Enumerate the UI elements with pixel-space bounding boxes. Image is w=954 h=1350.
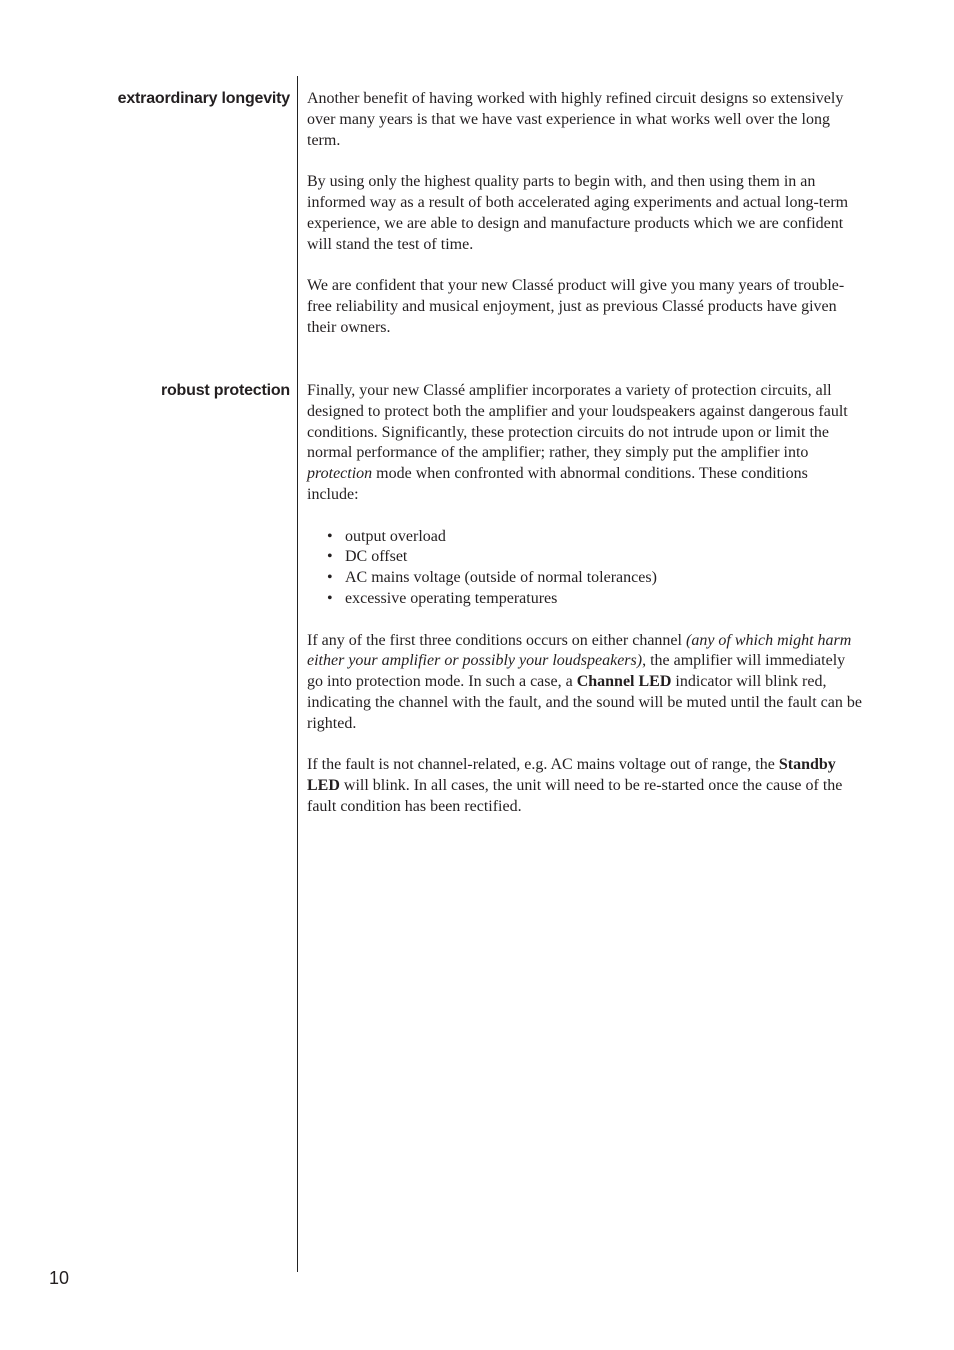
paragraph: By using only the highest quality parts to begin with, and then using them in an informed way as a result of both accelerated aging experiments and actual long-term experience, we are able to design and manufacture products which we are confident will stand the test of time.	[307, 173, 849, 253]
paragraph-standby-fault: If the fault is not channel-related, e.g. AC mains voltage out of range, the Standby LED will blink. In all cases, the unit will need to be re-started once the cause of the fault condition has been rectified.	[307, 756, 843, 815]
paragraph-channel-fault: If any of the first three conditions occurs on either channel (any of which might harm either your amplifier or possibly your loudspeakers), the amplifier will immediately go into protection mode. In such a case, a Channel LED indicator will blink red, indicating the channel with the fault, and the sound will be muted until the fault can be righted.	[307, 631, 862, 732]
vertical-divider	[297, 76, 298, 1272]
paragraph: Another benefit of having worked with highly refined circuit designs so extensively over many years is that we have vast experience in what works well over the long term.	[307, 90, 844, 149]
section-label-longevity: extraordinary longevity	[117, 90, 290, 107]
channel-led-term: Channel LED	[576, 673, 672, 691]
list-item: • excessive operating temperatures	[345, 589, 862, 610]
paragraph-intro: Finally, your new Classé amplifier incorporates a variety of protection circuits, all designed to protect both the amplifier and your loudspeakers against dangerous fault conditions. Significantly, these protection circuits do not intrude upon or limit the normal performance of the amplifier; rather, they simply put the amplifier into protection mode when confronted with abnormal conditions. These conditions include:	[307, 382, 848, 503]
list-item: • AC mains voltage (outside of normal tolerances)	[345, 568, 862, 589]
conditions-list	[307, 527, 862, 610]
italic-term: protection	[307, 465, 373, 483]
page-number: 10	[49, 1268, 70, 1288]
paragraph: We are confident that your new Classé product will give you many years of trouble-free reliability and musical enjoyment, just as previous Classé products have given their owners.	[307, 277, 845, 336]
section-longevity	[307, 89, 862, 339]
standby-led-term: Standby LED	[307, 756, 836, 795]
section-protection	[307, 381, 862, 818]
section-label-protection: robust protection	[160, 382, 290, 399]
list-item: • DC offset	[345, 547, 862, 568]
list-item: • output overload	[345, 527, 862, 548]
